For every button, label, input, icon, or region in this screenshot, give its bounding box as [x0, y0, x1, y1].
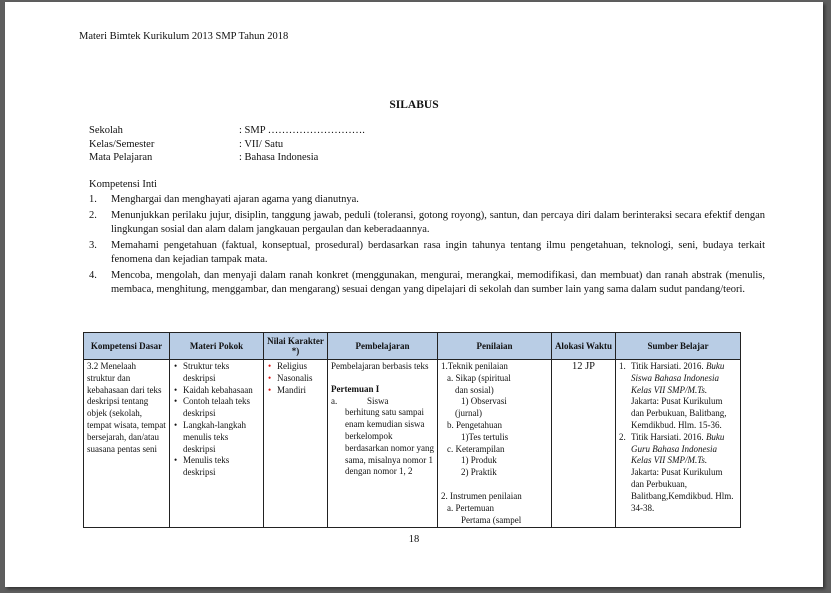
cell-nilai — [264, 360, 328, 528]
list-item: • Kaidah kebahasaan — [183, 385, 260, 397]
sumber-publisher: Jakarta: Pusat Kurikulum dan Perbukuan, Balitbang, Kemdikbud. Hlm. 15-36. — [631, 396, 727, 430]
sumber-publisher: Jakarta: Pusat Kurikulum dan Perbukuan, Balitbang,Kemdikbud. Hlm. 34-38. — [631, 467, 734, 513]
ki-number: 2. — [89, 209, 97, 221]
list-item: • Langkah-langkah menulis teks deskripsi — [183, 420, 260, 455]
identity-key: Kelas/Semester — [89, 138, 155, 150]
identity-value: : VII/ Satu — [239, 138, 284, 150]
cell-kd — [84, 360, 170, 528]
nilai-list — [267, 361, 324, 396]
ki-number: 4. — [89, 269, 97, 281]
sumber-item — [619, 361, 737, 432]
penilaian-line: b. Pengetahuan — [447, 419, 502, 430]
penilaian-line: 2. Instrumen penilaian — [441, 490, 522, 501]
materi-list — [173, 361, 260, 479]
penilaian-line: 2) Praktik — [461, 467, 497, 478]
cell-materi — [170, 360, 264, 528]
ki-item — [89, 193, 765, 208]
identity-block — [89, 124, 365, 165]
pembelajaran-intro: Pembelajaran berbasis teks — [331, 361, 429, 371]
identity-value: : Bahasa Indonesia — [239, 152, 319, 163]
penilaian-line: 1)Tes tertulis — [461, 431, 509, 442]
ki-item — [89, 239, 765, 268]
ki-list — [89, 193, 765, 299]
sumber-number: 1. — [619, 361, 626, 371]
running-header: Materi Bimtek Kurikulum 2013 SMP Tahun 2018 — [79, 31, 289, 42]
list-item: • Contoh telaah teks deskripsi — [183, 396, 260, 420]
header-alokasi: Alokasi Waktu — [552, 333, 616, 360]
ki-text: Menunjukkan perilaku jujur, disiplin, tanggung jawab, peduli (toleransi, gotong royong), santun, dan percaya diri dalam berinteraksi secara efektif dengan lingkungan sosial dan alam dalam jangkauan pergaulan dan keberadaannya. — [111, 209, 765, 235]
penilaian-line: a. Pertemuan — [447, 502, 494, 513]
sumber-author: Titik Harsiati. 2016. — [631, 431, 704, 442]
step-label: a. — [331, 395, 338, 406]
alokasi-value: 12 JP — [571, 361, 596, 372]
meeting-title: Pertemuan I — [331, 383, 380, 394]
identity-key: Sekolah — [89, 125, 123, 136]
list-item: • Menulis teks deskripsi — [183, 455, 260, 479]
header-penilaian: Penilaian — [438, 333, 552, 360]
page-number: 18 — [408, 534, 420, 545]
ki-heading: Kompetensi Inti — [89, 179, 157, 190]
identity-row-kelas — [89, 138, 365, 152]
list-item: • Nasonalis — [277, 373, 324, 385]
ki-text: Mencoba, mengolah, dan menyaji dalam ranah konkret (menggunakan, mengurai, merangkai, memodifikasi, dan membuat) dan ranah abstrak (menulis, membaca, menghitung, menggambar, dan mengarang) sesuai dengan yang dipelajari di sekolah dan sumber lain yang sama dalam sudut pandang/teori. — [111, 269, 765, 295]
header-kd: Kompetensi Dasar — [84, 333, 170, 360]
sumber-title: Buku Siswa Bahasa Indonesia Kelas VII SMP/M.Ts. — [631, 361, 725, 395]
ki-item — [89, 209, 765, 238]
penilaian-line: 1) Produk — [461, 455, 497, 466]
cell-penilaian — [438, 360, 552, 528]
ki-number: 1. — [89, 194, 97, 205]
penilaian-line: c. Keterampilan — [447, 443, 505, 454]
sumber-item — [619, 432, 737, 515]
identity-row-mapel — [89, 151, 365, 165]
cell-sumber — [616, 360, 741, 528]
header-sumber: Sumber Belajar — [616, 333, 741, 360]
header-nilai: Nilai Karakter *) — [264, 333, 328, 360]
sumber-author: Titik Harsiati. 2016. — [631, 361, 704, 371]
step-text: berhitung satu sampai enam kemudian siswa berkelompok berdasarkan nomor yang sama, misalnya nomor 1 dengan nomor 1, 2 — [345, 407, 434, 477]
ki-number: 3. — [89, 239, 97, 251]
sumber-title: Buku Guru Bahasa Indonesia Kelas VII SMP/M.Ts. — [631, 431, 725, 466]
silabus-table — [83, 332, 741, 528]
cell-pembelajaran — [328, 360, 438, 528]
header-pembelajaran: Pembelajaran — [328, 333, 438, 360]
step-first-word: Siswa — [367, 395, 389, 406]
list-item: • Mandiri — [277, 385, 324, 397]
penilaian-line: (jurnal) — [455, 408, 482, 419]
identity-key: Mata Pelajaran — [89, 152, 153, 163]
ki-text: Memahami pengetahuan (faktual, konseptual, prosedural) berdasarkan rasa ingin tahunya tentang ilmu pengetahuan, teknologi, seni, budaya terkait fenomena dan kejadian tampak mata. — [111, 239, 765, 265]
document-title: SILABUS — [389, 99, 439, 111]
kd-text: 3.2 Menelaah struktur dan kebahasaan dari teks deskripsi tentang objek (sekolah, tempat wisata, tempat bersejarah, dan/atau suasana pentas seni — [87, 361, 166, 454]
document-page — [5, 2, 823, 587]
header-materi: Materi Pokok — [170, 333, 264, 360]
penilaian-line: 1) Observasi — [461, 396, 507, 407]
list-item: • Struktur teks deskripsi — [183, 361, 260, 385]
penilaian-line: dan sosial) — [455, 384, 494, 395]
table-header-row — [84, 333, 741, 360]
cell-alokasi — [552, 360, 616, 528]
identity-row-sekolah — [89, 124, 365, 138]
table-row — [84, 360, 741, 528]
ki-text: Menghargai dan menghayati ajaran agama yang dianutnya. — [111, 194, 359, 205]
identity-value: : SMP ………………………. — [239, 125, 365, 136]
penilaian-line: Pertama (sampel — [461, 514, 522, 525]
ki-item — [89, 269, 765, 298]
sumber-number: 2. — [619, 431, 626, 442]
penilaian-line: a. Sikap (spiritual — [447, 372, 511, 383]
penilaian-line: 1.Teknik penilaian — [441, 361, 508, 371]
step-first-line — [331, 396, 434, 408]
list-item: • Religius — [277, 361, 324, 373]
